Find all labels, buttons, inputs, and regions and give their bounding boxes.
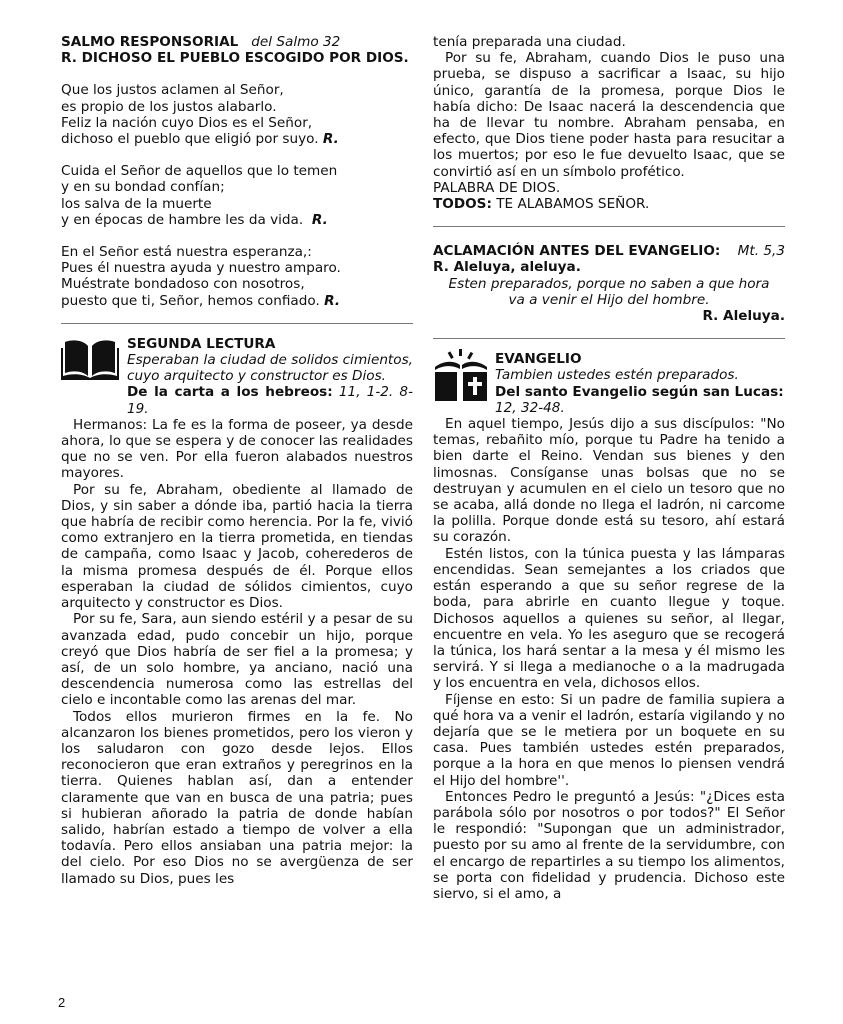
evangelio-source-reference: 12, 32-48.: [495, 399, 565, 416]
evangelio-title: EVANGELIO: [495, 351, 582, 368]
page-number: 2: [58, 995, 66, 1010]
evangelio-subtitle: Tambien ustedes estén preparados.: [495, 367, 739, 384]
reading-continuation: tenía preparada una ciudad.: [433, 34, 626, 50]
reading-paragraph: Por su fe, Abraham, cuando Dios le puso una prueba, se dispuso a sacrificar a Isaac, su hijo único, garantía de la promesa, porque Dios le había dicho: De Isaac nacerá la descendencia que ha de llevar tu nombre. Abraham pensaba, en efecto, que Dios tiene poder hasta para resucitar a los muertos; por eso le fue devuelto Isaac, que se convirtió así en un símbolo profético.: [433, 50, 785, 180]
verse-line: Pues él nuestra ayuda y nuestro amparo.: [61, 260, 341, 277]
verse-line: puesto que ti, Señor, hemos confiado. R.: [61, 292, 340, 309]
aclamacion-title: ACLAMACIÓN ANTES DEL EVANGELIO:: [433, 243, 721, 260]
verse-line: Muéstrate bondadoso con nosotros,: [61, 276, 305, 293]
section-divider: [61, 323, 413, 324]
reading-paragraph: Hermanos: La fe es la forma de poseer, ya desde ahora, lo que se espera y de conocer las realidades que no se ven. Por ella fueron alabados nuestros mayores.: [61, 416, 413, 482]
gospel-book-cross-icon: [433, 349, 489, 407]
verse-line: y en su bondad confían;: [61, 179, 225, 196]
reading-paragraph: Todos ellos murieron firmes en la fe. No alcanzaron los bienes prometidos, pero los vieron y los saludaron con gozo desde lejos. Ellos reconocieron que eran extraños y peregrinos en la tierra. Quienes hablan así, dan a entender claramente que van en busca de una patria; pues si hubieran añorado la patria de donde habían salido, habrían estado a tiempo de volver a ella todavía. Pero ellos ansiaban una patria mejor: la del cielo. Por eso Dios no se avergüenza de ser llamado su Dios, pues les: [61, 708, 413, 887]
verse-line: y en épocas de hambre les da vida. R.: [61, 211, 328, 228]
gospel-paragraph: Fíjense en esto: Si un padre de familia supiera a qué hora va a venir el ladrón, estaría vigilando y no dejaría que se le metiera por un boquete en su casa. Pues también ustedes estén preparados, porque a la hora en que menos lo piensen vendrá el Hijo del hombre''.: [433, 691, 785, 789]
segunda-lectura-subtitle: Esperaban la ciudad de solidos cimientos, cuyo arquitecto y constructor es Dios.: [127, 352, 413, 385]
segunda-lectura-source: De la carta a los hebreos: 11, 1-2. 8-19.: [127, 384, 413, 417]
aclamacion-verse: Esten preparados, porque no saben a que hora va a venir el Hijo del hombre.: [448, 275, 770, 308]
section-divider: [433, 226, 785, 227]
salmo-response: R. DICHOSO EL PUEBLO ESCOGIDO POR DIOS.: [61, 50, 409, 67]
salmo-header: [61, 34, 413, 50]
todos-response: TODOS: TE ALABAMOS SEÑOR.: [433, 196, 650, 213]
verse-line: Cuida el Señor de aquellos que lo temen: [61, 163, 338, 180]
verse-line: Feliz la nación cuyo Dios es el Señor,: [61, 114, 313, 131]
salmo-stanza-1: [61, 82, 413, 147]
evangelio-header: [433, 351, 785, 416]
salmo-stanza-2: [61, 163, 413, 228]
open-book-icon: [61, 338, 119, 384]
response-mark: R.: [324, 292, 340, 309]
salmo-reference: del Salmo 32: [251, 34, 341, 50]
verse-line: es propio de los justos alabarlo.: [61, 98, 277, 115]
aclamacion-header: [433, 243, 785, 259]
left-column: [61, 34, 413, 887]
section-divider: [433, 338, 785, 339]
segunda-lectura-title: SEGUNDA LECTURA: [127, 335, 276, 352]
right-column: [433, 34, 785, 902]
verse-line: dichoso el pueblo que eligió por suyo. R.: [61, 131, 339, 148]
verse-line: Que los justos aclamen al Señor,: [61, 82, 284, 99]
source-reference: 11, 1-2. 8-19.: [127, 384, 413, 417]
aclamacion-response: R. Aleluya, aleluya.: [433, 259, 581, 276]
verse-line: En el Señor está nuestra esperanza,:: [61, 244, 312, 261]
response-mark: R.: [311, 211, 328, 228]
gospel-paragraph: Entonces Pedro le preguntó a Jesús: "¿Dices esta parábola sólo por nosotros o por todos?" El Señor le respondió: "Supongan que un administrador, puesto por su amo al frente de la servidumbre, con el encargo de repartirles a su tiempo los alimentos, se porta con fidelidad y prudencia. Dichoso este siervo, si el amo, a: [433, 788, 785, 902]
salmo-title: SALMO RESPONSORIAL: [61, 34, 239, 50]
salmo-stanza-3: [61, 244, 413, 309]
aclamacion-closing: R. Aleluya.: [702, 308, 785, 325]
aclamacion-reference: Mt. 5,3: [737, 243, 785, 260]
verse-line: los salva de la muerte: [61, 195, 212, 212]
reading-paragraph: Por su fe, Abraham, obediente al llamado de Dios, y sin saber a dónde iba, partió hacia la tierra que habría de recibir como herencia. Por la fe, vivió como extranjero en la tierra prometida, en tiendas de campaña, como Isaac y Jacob, coherederos de la misma promesa después de él. Porque ellos esperaban la ciudad de sólidos cimientos, cuyo arquitecto y constructor es Dios.: [61, 481, 413, 612]
reading-paragraph: Por su fe, Sara, aun siendo estéril y a pesar de su avanzada edad, pudo concebir un hijo, porque creyó que Dios habría de ser fiel a la promesa; y así, de un solo hombre, ya anciano, nació una descendencia numerosa como las estrellas del cielo e incontable como las arenas del mar.: [61, 611, 413, 709]
response-mark: R.: [322, 131, 339, 148]
segunda-lectura-header: [61, 336, 413, 417]
gospel-paragraph: Estén listos, con la túnica puesta y las lámparas encendidas. Sean semejantes a los criados que están esperando a que su señor regrese de la boda, para abrirle en cuanto llegue y toque. Dichosos aquellos a quienes su señor, al llegar, encuentre en vela. Yo les aseguro que se recogerá la túnica, los hará sentar a la mesa y él mismo les servirá. Y si llega a medianoche o a la madrugada y los encuentra en vela, dichosos ellos.: [433, 545, 785, 692]
reading-closing: PALABRA DE DIOS.: [433, 179, 561, 196]
gospel-paragraph: En aquel tiempo, Jesús dijo a sus discípulos: "No temas, rebañito mío, porque tu Padre ha tenido a bien darte el Reino. Vendan sus bienes y den limosnas. Consíganse unas bolsas que no se destruyan y acumulen en el cielo un tesoro que no se acaba, allá donde no llega el ladrón, ni carcome la polilla. Porque donde está su tesoro, ahí estará su corazón.: [433, 416, 785, 546]
evangelio-source: Del santo Evangelio según san Lucas:: [495, 383, 784, 400]
